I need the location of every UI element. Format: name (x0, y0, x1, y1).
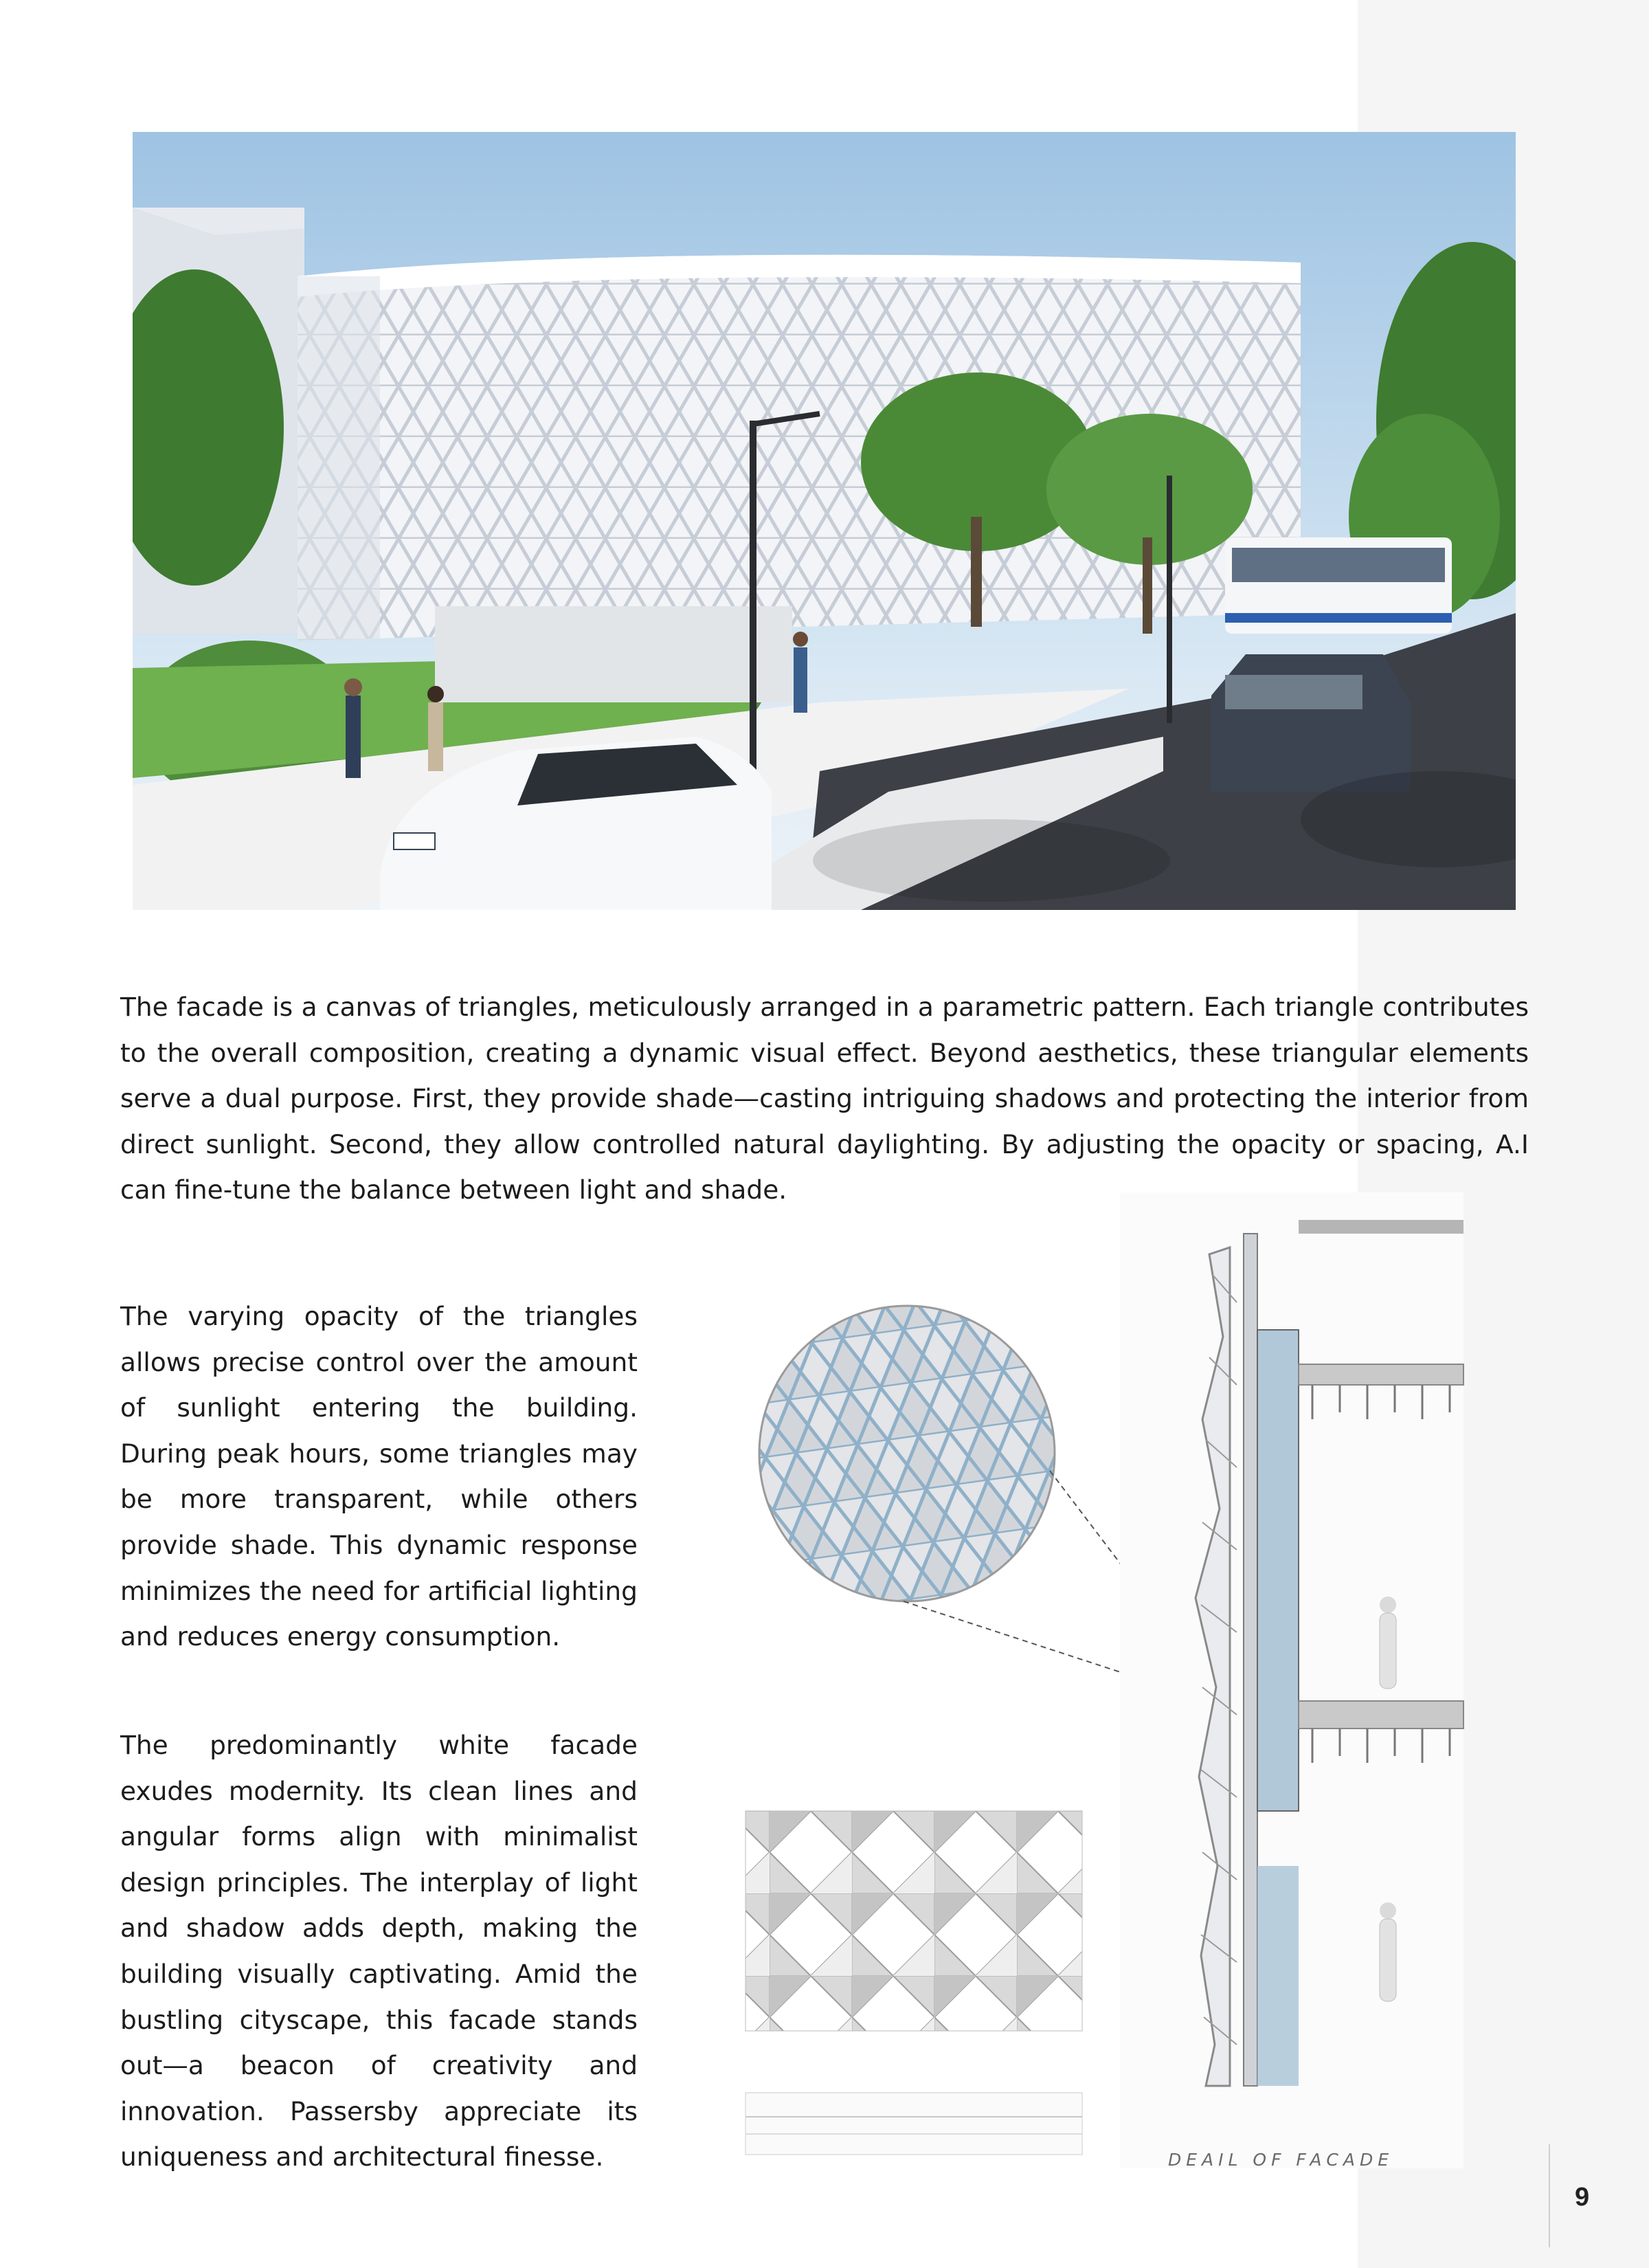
opacity-paragraph: The varying opacity of the triangles allows precise control over the amount of sunlight entering the building. During peak hours, some triangles may be more transparent, while others provide shade. This dynamic response minimizes the need for artificial lighting and reduces energy consumption. (120, 1301, 638, 1652)
page-number-divider (1549, 2144, 1550, 2247)
facade-rendering-image (133, 132, 1516, 910)
white-facade-paragraph: The predominantly white facade exudes modernity. Its clean lines and angular forms align with minimalist design principles. The interplay of light and shadow adds depth, making the building visually captivating. Amid the bustling cityscape, this facade stands out—a beacon of creativity and innovation. Passersby appreciate its uniqueness and architectural finesse. (120, 1730, 638, 2172)
facade-detail-drawing (728, 1192, 1470, 2168)
intro-paragraph: The facade is a canvas of triangles, meticulously arranged in a parametric pattern. Each triangle contributes to the overall composition, creating a dynamic visual effect. Beyond aesthetics, these triangular elements serve a dual purpose. First, they provide shade—casting intriguing shadows and protecting the interior from direct sunlight. Second, they allow controlled natural daylighting. By adjusting the opacity or spacing, A.I can fine-tune the balance between light and shade. (120, 992, 1529, 1205)
page-number: 9 (1575, 2183, 1590, 2212)
figure-caption: DEAIL OF FACADE (1168, 2150, 1394, 2170)
